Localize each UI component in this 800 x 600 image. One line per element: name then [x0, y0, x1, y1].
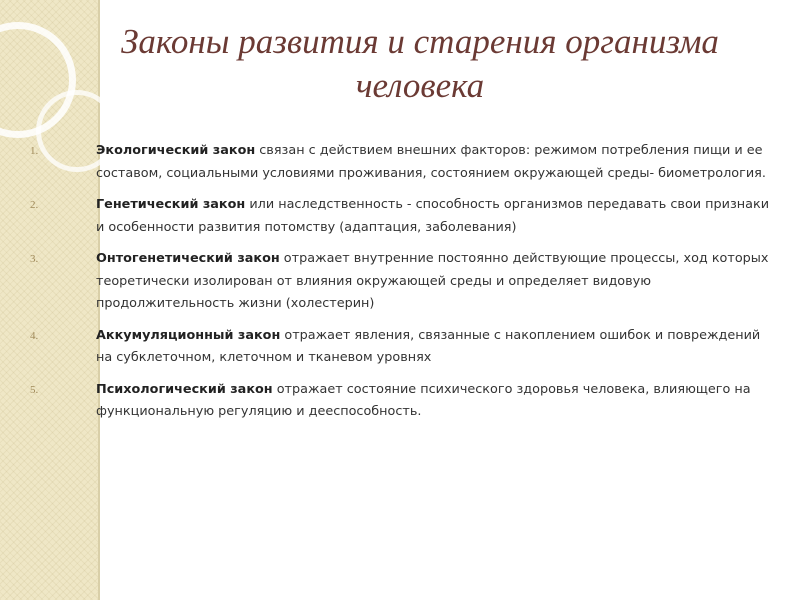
law-text [96, 379, 770, 424]
slide-title [100, 20, 740, 108]
laws-list [30, 140, 770, 433]
law-description: связан с действием внешних факторов: режимом потребления пищи и ее составом, социальными условиями проживания, состоянием окружающей среды- биометрология. [96, 143, 766, 181]
law-description: или наследственность - способность организмов передавать свои признаки и особенности развития потомству (адаптация, заболевания) [96, 197, 770, 235]
law-description: отражает явления, связанные с накоплением ошибок и повреждений на субклеточном, клеточном и тканевом уровнях [96, 327, 761, 365]
slide-title-line-2: человека [355, 66, 485, 105]
law-text [96, 140, 770, 185]
law-item-ecological [30, 140, 770, 185]
law-description: отражает внутренние постоянно действующие процессы, ход которых теоретически изолирован от влияния окружающей среды и определяет видовую продолжительность жизни (холестерин) [96, 251, 769, 311]
law-number: 4. [30, 329, 39, 342]
law-text [96, 325, 770, 370]
law-item-accumulation [30, 325, 770, 370]
law-text [96, 248, 770, 316]
law-term: Генетический закон [96, 197, 246, 212]
law-number: 1. [30, 145, 39, 157]
slide-title-line-1: Законы развития и старения организма [121, 22, 719, 61]
law-item-psychological [30, 379, 770, 424]
law-item-ontogenetic [30, 248, 770, 316]
law-item-genetic [30, 194, 770, 239]
law-number: 5. [30, 383, 39, 396]
law-term: Онтогенетический закон [96, 251, 280, 266]
law-number: 3. [30, 253, 39, 265]
law-term: Экологический закон [96, 143, 256, 158]
law-term: Аккумуляционный закон [96, 327, 281, 343]
law-description: отражает состояние психического здоровья человека, влияющего на функциональную регуляцию и дееспособность. [96, 381, 751, 419]
law-number: 2. [30, 199, 39, 211]
law-text [96, 194, 770, 239]
law-term: Психологический закон [96, 381, 273, 397]
